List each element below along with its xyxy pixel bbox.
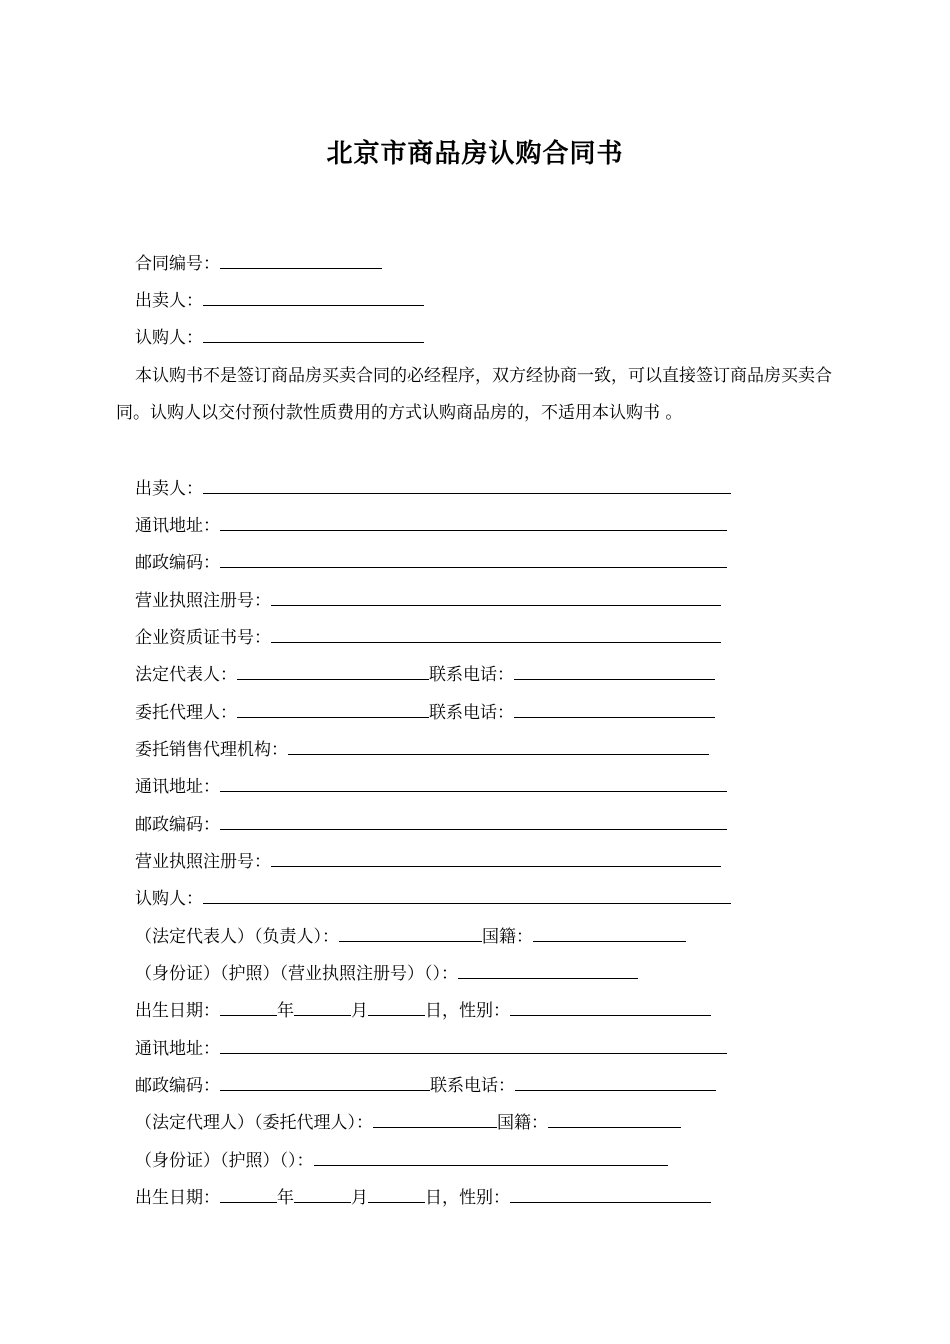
buyer-agent-line xyxy=(135,1109,681,1135)
buyer-agent-field[interactable] xyxy=(373,1109,497,1128)
buyer-rep-field[interactable] xyxy=(339,923,482,942)
buyer-nationality-label: 国籍： xyxy=(482,927,533,947)
buyer-id-field[interactable] xyxy=(458,960,638,979)
buyer-month-label: 月 xyxy=(351,1001,368,1021)
buyer-line xyxy=(135,885,731,911)
agency-address-field[interactable] xyxy=(220,773,727,792)
seller-qualification-line xyxy=(135,624,721,650)
buyer-agent-month-label: 月 xyxy=(351,1188,368,1208)
contract-no-line xyxy=(135,250,382,276)
seller-label: 出卖人： xyxy=(135,479,203,499)
buyer-birth-year-field[interactable] xyxy=(220,997,277,1016)
buyer-postcode-label: 邮政编码： xyxy=(135,1076,220,1096)
buyer-birth-label: 出生日期： xyxy=(135,1001,220,1021)
sales-agency-field[interactable] xyxy=(288,736,709,755)
seller-qualification-field[interactable] xyxy=(271,624,721,643)
buyer-label: 认购人： xyxy=(135,889,203,909)
seller-license-line xyxy=(135,587,721,613)
notice-paragraph: 本认购书不是签订商品房买卖合同的必经程序，双方经协商一致，可以直接签订商品房买卖合同。认购人以交付预付款性质费用的方式认购商品房的，不适用本认购书 。 xyxy=(116,366,832,423)
buyer-agent-nationality-label: 国籍： xyxy=(497,1113,548,1133)
buyer-header-field[interactable] xyxy=(203,324,424,343)
buyer-gender-field[interactable] xyxy=(510,997,711,1016)
agency-license-field[interactable] xyxy=(271,848,721,867)
buyer-header-label: 认购人： xyxy=(135,328,203,348)
buyer-postcode-field[interactable] xyxy=(220,1072,430,1091)
document-title: 北京市商品房认购合同书 xyxy=(326,139,624,169)
buyer-agent-id-label: （身份证）（护照）（）： xyxy=(135,1151,314,1171)
buyer-agent-birth-day-field[interactable] xyxy=(368,1184,425,1203)
seller-address-line xyxy=(135,512,727,538)
seller-field[interactable] xyxy=(203,475,731,494)
buyer-birth-line xyxy=(135,997,711,1023)
seller-address-field[interactable] xyxy=(220,512,727,531)
buyer-agent-birth-month-field[interactable] xyxy=(294,1184,351,1203)
seller-agent-phone-label: 联系电话： xyxy=(429,703,514,723)
buyer-agent-nationality-field[interactable] xyxy=(548,1109,681,1128)
legal-rep-line xyxy=(135,661,715,687)
buyer-field[interactable] xyxy=(203,885,731,904)
seller-qualification-label: 企业资质证书号： xyxy=(135,628,271,648)
legal-rep-phone-label: 联系电话： xyxy=(429,665,514,685)
agency-address-label: 通讯地址： xyxy=(135,777,220,797)
legal-rep-label: 法定代表人： xyxy=(135,665,237,685)
buyer-nationality-field[interactable] xyxy=(533,923,686,942)
buyer-postcode-line xyxy=(135,1072,716,1098)
buyer-phone-label: 联系电话： xyxy=(430,1076,515,1096)
buyer-agent-day-label: 日，性别： xyxy=(425,1188,510,1208)
buyer-agent-year-label: 年 xyxy=(277,1188,294,1208)
buyer-agent-birth-line xyxy=(135,1184,711,1210)
seller-postcode-label: 邮政编码： xyxy=(135,553,220,573)
legal-rep-field[interactable] xyxy=(237,661,429,680)
seller-postcode-line xyxy=(135,549,727,575)
buyer-birth-month-field[interactable] xyxy=(294,997,351,1016)
seller-header-line xyxy=(135,287,424,313)
legal-rep-phone-field[interactable] xyxy=(514,661,715,680)
buyer-address-label: 通讯地址： xyxy=(135,1039,220,1059)
buyer-agent-birth-year-field[interactable] xyxy=(220,1184,277,1203)
contract-no-field[interactable] xyxy=(220,250,382,269)
seller-license-field[interactable] xyxy=(271,587,721,606)
seller-postcode-field[interactable] xyxy=(220,549,727,568)
seller-agent-field[interactable] xyxy=(237,699,429,718)
buyer-phone-field[interactable] xyxy=(515,1072,716,1091)
seller-header-label: 出卖人： xyxy=(135,291,203,311)
agency-postcode-field[interactable] xyxy=(220,811,727,830)
agency-postcode-line xyxy=(135,811,727,837)
buyer-agent-gender-field[interactable] xyxy=(510,1184,711,1203)
buyer-year-label: 年 xyxy=(277,1001,294,1021)
agency-license-line xyxy=(135,848,721,874)
seller-header-field[interactable] xyxy=(203,287,424,306)
buyer-address-field[interactable] xyxy=(220,1035,727,1054)
agency-postcode-label: 邮政编码： xyxy=(135,815,220,835)
buyer-agent-label: （法定代理人）（委托代理人）： xyxy=(135,1113,373,1133)
buyer-rep-label: （法定代表人）（负责人）： xyxy=(135,927,339,947)
buyer-agent-id-field[interactable] xyxy=(314,1147,668,1166)
seller-line xyxy=(135,475,731,501)
buyer-day-label: 日，性别： xyxy=(425,1001,510,1021)
buyer-birth-day-field[interactable] xyxy=(368,997,425,1016)
seller-agent-line xyxy=(135,699,715,725)
seller-license-label: 营业执照注册号： xyxy=(135,591,271,611)
buyer-id-label: （身份证）（护照）（营业执照注册号）（）： xyxy=(135,964,458,984)
sales-agency-label: 委托销售代理机构： xyxy=(135,740,288,760)
agency-license-label: 营业执照注册号： xyxy=(135,852,271,872)
seller-agent-label: 委托代理人： xyxy=(135,703,237,723)
seller-address-label: 通讯地址： xyxy=(135,516,220,536)
buyer-agent-birth-label: 出生日期： xyxy=(135,1188,220,1208)
agency-address-line xyxy=(135,773,727,799)
contract-no-label: 合同编号： xyxy=(135,254,220,274)
sales-agency-line xyxy=(135,736,709,762)
buyer-agent-id-line xyxy=(135,1147,668,1173)
seller-agent-phone-field[interactable] xyxy=(514,699,715,718)
buyer-id-line xyxy=(135,960,638,986)
buyer-address-line xyxy=(135,1035,727,1061)
buyer-rep-line xyxy=(135,923,686,949)
buyer-header-line xyxy=(135,324,424,350)
